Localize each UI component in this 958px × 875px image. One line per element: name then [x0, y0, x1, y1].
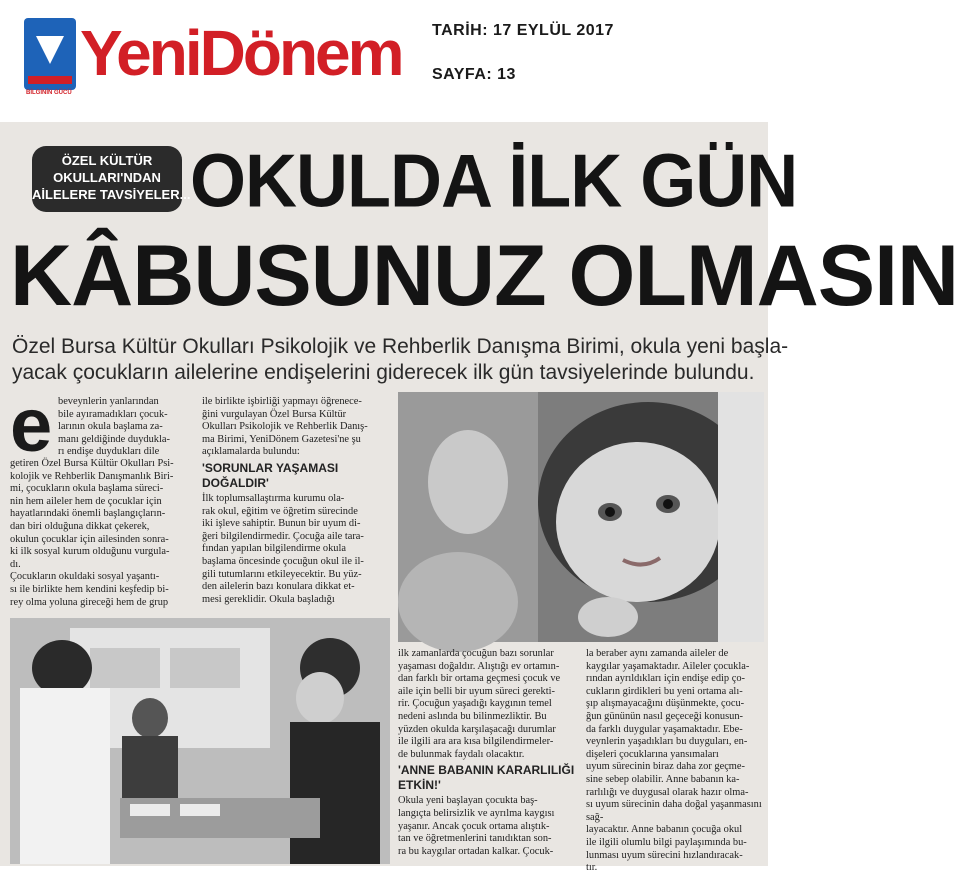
logo-wordmark: YeniDönem — [80, 17, 402, 89]
body-line: Okula yeni başlayan çocukta baş- — [398, 795, 538, 807]
body-line: nedeni aslında bu bilinmezliktir. Bu — [398, 710, 547, 722]
photo-child-closeup — [398, 392, 764, 642]
body-line: ilk zamanlarda çocuğun bazı sorunlar — [398, 648, 554, 659]
body-line: den ailelerin bazı konulara dikkat et- — [202, 581, 355, 593]
deck-line: Özel Bursa Kültür Okulları Psikolojik ve Rehberlik Danışma Birimi, okula yeni başla- — [12, 335, 789, 358]
deck-line: yacak çocukların ailelerine endişelerini giderecek ilk gün tavsiyelerinde bulundu. — [12, 361, 755, 384]
body-line: dan biri olduğuna dikkat çekerek, — [10, 520, 150, 532]
body-line: da farklı duygular yaşamaktadır. Ebe- — [586, 723, 743, 735]
body-line: yüzden okulda karşılaşacağı durumlar — [398, 723, 556, 735]
body-line: rı endişe duydukları dile — [58, 446, 160, 458]
body-line: ğeri bilgilendirmedir. Çocuğa aile tara- — [202, 530, 364, 542]
body-line: beveynlerin yanlarından — [58, 396, 159, 407]
body-line: ğun gününün nasıl geçeceği konusun- — [586, 710, 743, 722]
body-line: layacaktır. Anne babanın çocuğa okul — [586, 824, 743, 836]
body-line: cukların girdikleri bu yeni ortama alı- — [586, 685, 743, 697]
photo-classroom-illustration — [10, 618, 390, 864]
newspaper-logo — [24, 12, 402, 96]
body-line: ki ilk sosyal kurum olduğunu vurgula- — [10, 546, 170, 558]
body-column-4 — [586, 648, 762, 875]
body-column-2 — [202, 396, 392, 606]
body-column-1-top — [58, 396, 186, 459]
body-line: ma Birimi, YeniDönem Gazetesi'ne şu — [202, 433, 361, 445]
photo-classroom — [10, 618, 390, 864]
body-line: şıp alışmayacağını düşünmekte, çocu- — [586, 698, 745, 710]
body-line: ile ilgili olumlu bilgi paylaşımında bu- — [586, 836, 747, 848]
subheading-sorunlar: 'SORUNLAR YAŞAMASI DOĞALDIR' — [202, 460, 339, 490]
body-line: dı. — [10, 558, 21, 570]
body-line: bile ayıramadıkları çocuk- — [58, 408, 168, 420]
logo-emblem-icon — [24, 18, 76, 96]
body-line: rarlılığı ve duygusal olarak hazır olma- — [586, 786, 749, 798]
body-line: nin hem aileler hem de çocuklar için — [10, 495, 162, 507]
body-line: açıklamalarda bulundu: — [202, 446, 300, 458]
body-line: de bulunmak faydalı olacaktır. — [398, 748, 525, 760]
publication-date: TARİH: 17 EYLÜL 2017 — [432, 22, 614, 39]
article-deck — [12, 334, 789, 386]
body-line: mi, çocukların okula başlama süreci- — [10, 483, 164, 495]
body-line: ile birlikte işbirliği yapmayı öğrenece- — [202, 396, 362, 407]
body-line: ile ilgili ara ara kısa bilgilendirmeler- — [398, 736, 554, 748]
body-line: sı ile birlikte hem kendini keşfedip bi- — [10, 583, 169, 595]
body-line: larının okula başlama za- — [58, 421, 163, 433]
body-line: başlama öncesinde çocuğun okul ile il- — [202, 555, 364, 567]
body-line: sı uyum sürecinin daha doğal yaşanmasını sağ- — [586, 799, 762, 823]
body-line: uyum sürecinin biraz daha zor geçme- — [586, 761, 745, 773]
drop-cap: e — [10, 383, 53, 468]
body-line: hayatlarındaki önemli başlangıçların- — [10, 508, 166, 520]
body-line: tır. — [586, 862, 598, 874]
body-line: rir. Çocuğun yaşadığı kaygının temel — [398, 698, 552, 710]
body-line: ra bu kaygılar ortadan kalkar. Çocuk- — [398, 845, 554, 857]
body-line: tan ve öğretmenlerini tanıdıktan son- — [398, 833, 552, 845]
body-line: mesi gereklidir. Okula başladığı — [202, 593, 335, 605]
body-line: rey olma yoluna gireceği hem de grup — [10, 596, 169, 608]
body-line: manı geldiğinde duydukla- — [58, 433, 170, 445]
body-line: gili tutumlarını etkileyecektir. Bu yüz- — [202, 568, 362, 580]
body-line: rak okul, eğitim ve öğretim sürecinde — [202, 505, 358, 517]
page-number: SAYFA: 13 — [432, 66, 516, 83]
body-line: İlk toplumsallaştırma kurumu ola- — [202, 492, 345, 504]
body-line: sine sebep olabilir. Anne babanın ka- — [586, 773, 740, 785]
subheading-anne-baba: 'ANNE BABANIN KARARLILIĞI ETKİN!' — [398, 763, 575, 793]
body-line: rından ayrıldıkları için endişe edip ço- — [586, 673, 745, 685]
body-line: yaşanır. Ancak çocuk ortama alıştık- — [398, 820, 550, 832]
body-line: kolojik ve Rehberlik Danışmanlık Biri- — [10, 470, 174, 482]
photo-child-illustration — [398, 392, 764, 642]
logo-tagline: BİLGİNİN GÜCÜ — [26, 90, 72, 96]
body-line: getiren Özel Bursa Kültür Okulları Psi- — [10, 458, 174, 469]
body-line: fından yapılan bilgilendirme okula — [202, 543, 346, 555]
body-line: ğini vurgulayan Özel Bursa Kültür — [202, 408, 347, 420]
body-line: Çocukların okuldaki sosyal yaşantı- — [10, 571, 160, 583]
body-line: iki işleve sahiptir. Bunun bir uyum di- — [202, 518, 361, 530]
body-line: dan farklı bir ortama geçmesi çocuk ve — [398, 673, 561, 685]
body-line: veynlerin yaşadıkları bu duyguları, en- — [586, 736, 748, 748]
kicker-line: OKULLARI'NDAN — [53, 170, 161, 185]
body-line: okulun çocuklar için ailesinden sonra- — [10, 533, 169, 545]
body-line: kaygılar yaşamaktadır. Aileler çocukla- — [586, 660, 750, 672]
body-column-3 — [398, 648, 580, 858]
kicker-badge — [32, 146, 191, 212]
headline-line-2: KÂBUSUNUZ OLMASIN — [10, 228, 958, 324]
body-line: aile için belli bir uyum süreci gerekti- — [398, 685, 555, 697]
body-line: yaşaması doğaldır. Alıştığı ev ortamın- — [398, 660, 560, 672]
kicker-line: ÖZEL KÜLTÜR — [61, 153, 153, 168]
body-line: Okulları Psikolojik ve Rehberlik Danış- — [202, 421, 368, 433]
body-line: dişeleri çocuklarına yansımaları — [586, 748, 719, 760]
headline-line-1: OKULDA İLK GÜN — [190, 139, 798, 224]
body-line: la beraber aynı zamanda aileler de — [586, 648, 729, 659]
kicker-line: AİLELERE TAVSİYELER... — [32, 187, 191, 202]
body-line: langıçta belirsizlik ve ayrılma kaygısı — [398, 807, 555, 819]
body-column-1 — [10, 458, 188, 609]
body-line: lunması uyum sürecini hızlandıracak- — [586, 849, 743, 861]
